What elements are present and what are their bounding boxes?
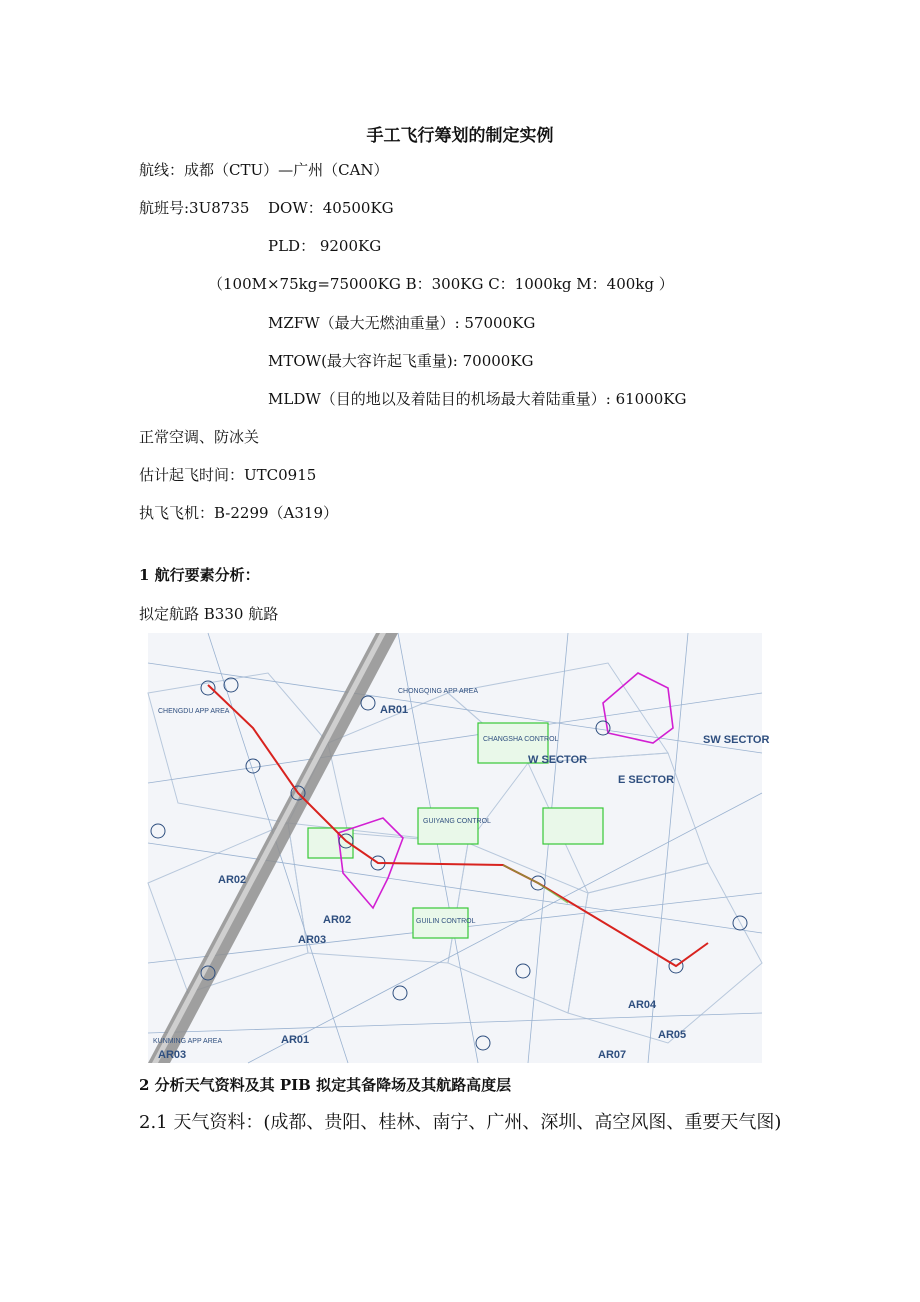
- map-label-chengdu: CHENGDU APP AREA: [158, 708, 230, 715]
- section-1-heading: 1 航行要素分析：: [139, 566, 260, 584]
- map-label-ar04: AR04: [628, 999, 657, 1011]
- dow-value: DOW：40500KG: [268, 199, 394, 217]
- section-2-1-text: 2.1 天气资料：(成都、贵阳、桂林、南宁、广州、深圳、高空风图、重要天气图): [139, 1112, 782, 1133]
- map-label-guilin: GUILIN CONTROL: [416, 918, 476, 925]
- map-label-ar02b: AR02: [323, 914, 352, 926]
- map-label-w-sector: W SECTOR: [528, 754, 588, 766]
- aircraft-line: 执飞飞机：B-2299（A319）: [139, 504, 339, 522]
- mzfw-value: MZFW（最大无燃油重量）: 57000KG: [268, 314, 536, 332]
- map-label-guiyang: GUIYANG CONTROL: [423, 818, 491, 825]
- map-label-sw-sector: SW SECTOR: [703, 734, 770, 746]
- mldw-value: MLDW（目的地以及着陆目的机场最大着陆重量）: 61000KG: [268, 390, 687, 408]
- ac-setting: 正常空调、防冰关: [139, 428, 260, 446]
- passenger-breakdown: （100M×75kg=75000KG B：300KG C：1000kg M：400kg ）: [208, 275, 674, 293]
- map-label-ar01b: AR01: [281, 1034, 310, 1046]
- route-map: [148, 633, 770, 1063]
- section-2-heading: 2 分析天气资料及其 PIB 拟定其备降场及其航路高度层: [139, 1076, 512, 1094]
- map-label-chongqing: CHONGQING APP AREA: [398, 688, 479, 695]
- mtow-value: MTOW(最大容许起飞重量): 70000KG: [268, 352, 534, 370]
- page-title: 手工飞行筹划的制定实例: [366, 126, 554, 146]
- map-label-e-sector: E SECTOR: [618, 774, 675, 786]
- route-line: 航线：成都（CTU）—广州（CAN）: [139, 161, 389, 179]
- map-label-ar02: AR02: [218, 874, 247, 886]
- map-label-ar07: AR07: [598, 1049, 627, 1061]
- map-label-ar01: AR01: [380, 704, 409, 716]
- pld-value: PLD： 9200KG: [268, 237, 382, 255]
- flight-number: 航班号:3U8735: [139, 199, 250, 217]
- map-label-changsha: CHANGSHA CONTROL: [483, 736, 559, 743]
- map-label-ar03b: AR03: [158, 1049, 187, 1061]
- map-label-ar05: AR05: [658, 1029, 687, 1041]
- map-label-kunming: KUNMING APP AREA: [153, 1038, 223, 1045]
- map-label-ar03: AR03: [298, 934, 327, 946]
- route-plan: 拟定航路 B330 航路: [139, 605, 279, 623]
- etd-line: 估计起飞时间：UTC0915: [139, 466, 317, 484]
